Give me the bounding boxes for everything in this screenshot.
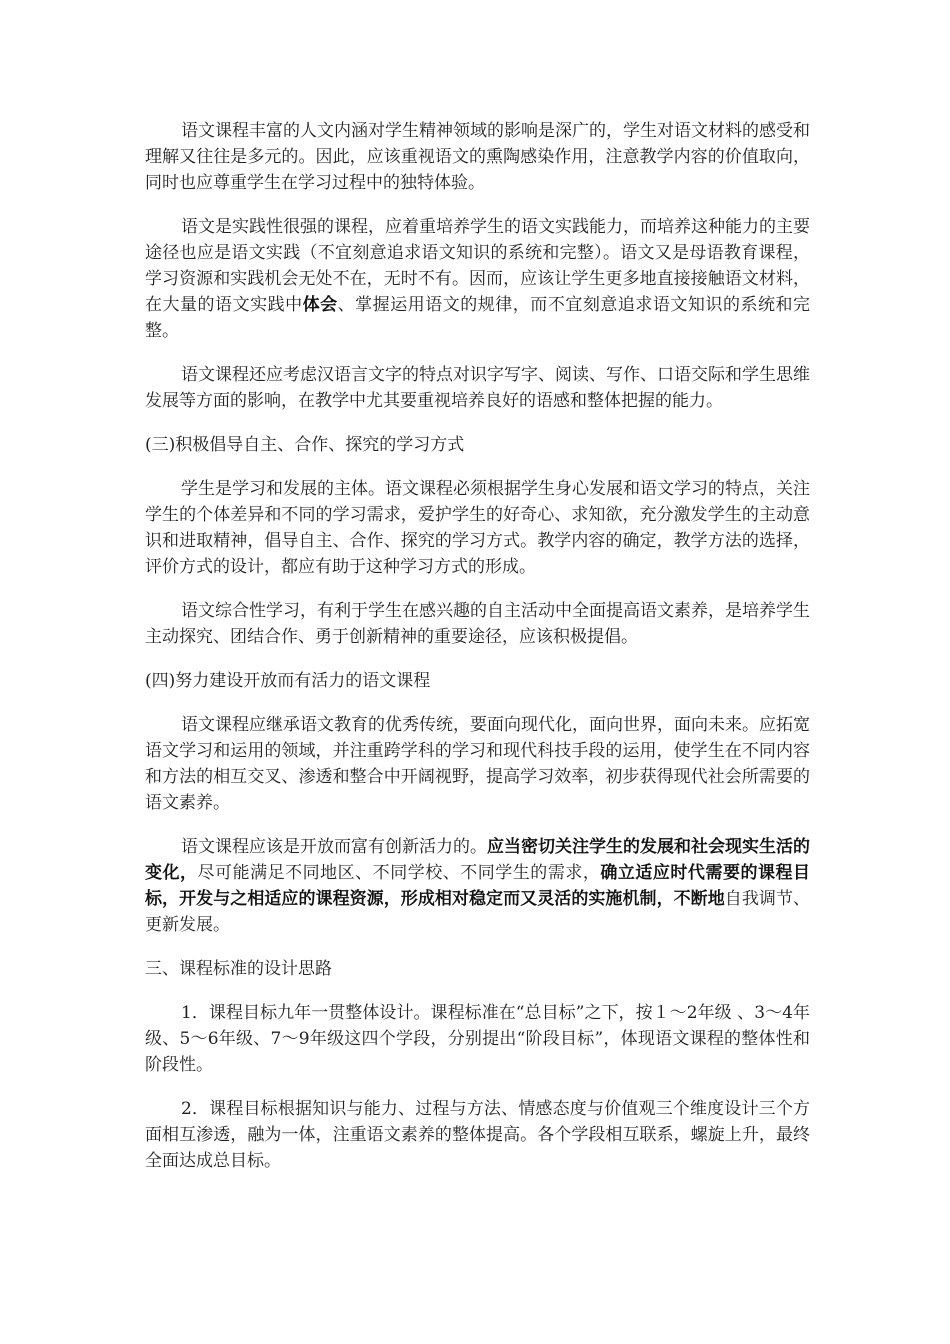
body-paragraph — [145, 598, 810, 650]
body-paragraph — [145, 834, 810, 938]
text-segment: 自我调节、更新发展。 — [145, 889, 811, 935]
section-heading — [145, 668, 810, 694]
text-segment: 三、课程标准的设计思路 — [145, 959, 332, 979]
text-segment: 学生是学习和发展的主体。语文课程必须根据学生身心发展和语文学习的特点，关注学生的个体差异和不同的学习需求，爱护学生的好奇心、求知欲，充分激发学生的主动意识和进取精神，倡导自主、合作、探究的学习方式。教学内容的确定，教学方法的选择，评价方式的设计，都应有助于这种学习方式的形成。 — [145, 479, 810, 577]
text-segment: 尽可能满足不同地区、不同学校、不同学生的需求， — [197, 863, 601, 883]
body-paragraph — [145, 476, 810, 580]
body-paragraph — [145, 362, 810, 414]
body-paragraph — [145, 1000, 810, 1078]
text-segment: 1．课程目标九年一贯整体设计。课程标准在“总目标”之下，按１～2年级 、3～4年级、5～6年级、7～9年级这四个学段，分别提出“阶段目标”，体现语文课程的整体性和阶段性。 — [145, 1003, 810, 1075]
text-segment: (四)努力建设开放而有活力的语文课程 — [145, 671, 431, 691]
section-heading — [145, 956, 810, 982]
text-segment: 语文课程应继承语文教育的优秀传统，要面向现代化，面向世界，面向未来。应拓宽语文学习和运用的领域，并注重跨学科的学习和现代科技手段的运用，使学生在不同内容和方法的相互交叉、渗透和整合中开阔视野，提高学习效率，初步获得现代社会所需要的语文素养。 — [145, 715, 810, 813]
text-segment: 语文综合性学习，有利于学生在感兴趣的自主活动中全面提高语文素养，是培养学生主动探究、团结合作、勇于创新精神的重要途径，应该积极提倡。 — [145, 601, 810, 647]
bold-text: 体会 — [302, 295, 338, 315]
text-segment: 语文课程丰富的人文内涵对学生精神领域的影响是深广的，学生对语文材料的感受和理解又往往是多元的。因此，应该重视语文的熏陶感染作用，注意教学内容的价值取向，同时也应尊重学生在学习过程中的独特体验。 — [145, 121, 810, 193]
text-segment: 语文课程应该是开放而富有创新活力的。 — [181, 837, 487, 857]
bold-text: 应当密切关注学生的发展和社会现实生活的变化， — [145, 837, 810, 883]
document-body — [145, 118, 810, 1192]
text-segment: (三)积极倡导自主、合作、探究的学习方式 — [145, 435, 465, 455]
section-heading — [145, 432, 810, 458]
text-segment: 2．课程目标根据知识与能力、过程与方法、情感态度与价值观三个维度设计三个方面相互渗透，融为一体，注重语文素养的整体提高。各个学段相互联系，螺旋上升，最终全面达成总目标。 — [145, 1099, 810, 1171]
text-segment: 、掌握运用语文的规律，而不宜刻意追求语文知识的系统和完整。 — [145, 295, 811, 341]
text-segment: 语文是实践性很强的课程，应着重培养学生的语文实践能力，而培养这种能力的主要途径也应是语文实践（不宜刻意追求语文知识的系统和完整）。语文又是母语教育课程，学习资源和实践机会无处不在，无时不有。因而，应该让学生更多地直接接触语文材料，在大量的语文实践中 — [145, 217, 810, 315]
body-paragraph — [145, 712, 810, 816]
text-segment: 语文课程还应考虑汉语言文字的特点对识字写字、阅读、写作、口语交际和学生思维发展等方面的影响，在教学中尤其要重视培养良好的语感和整体把握的能力。 — [145, 365, 810, 411]
body-paragraph — [145, 214, 810, 344]
body-paragraph — [145, 1096, 810, 1174]
bold-text: 确立适应时代需要的课程目标，开发与之相适应的课程资源，形成相对稳定而又灵活的实施机制，不断地 — [145, 863, 811, 909]
body-paragraph — [145, 118, 810, 196]
